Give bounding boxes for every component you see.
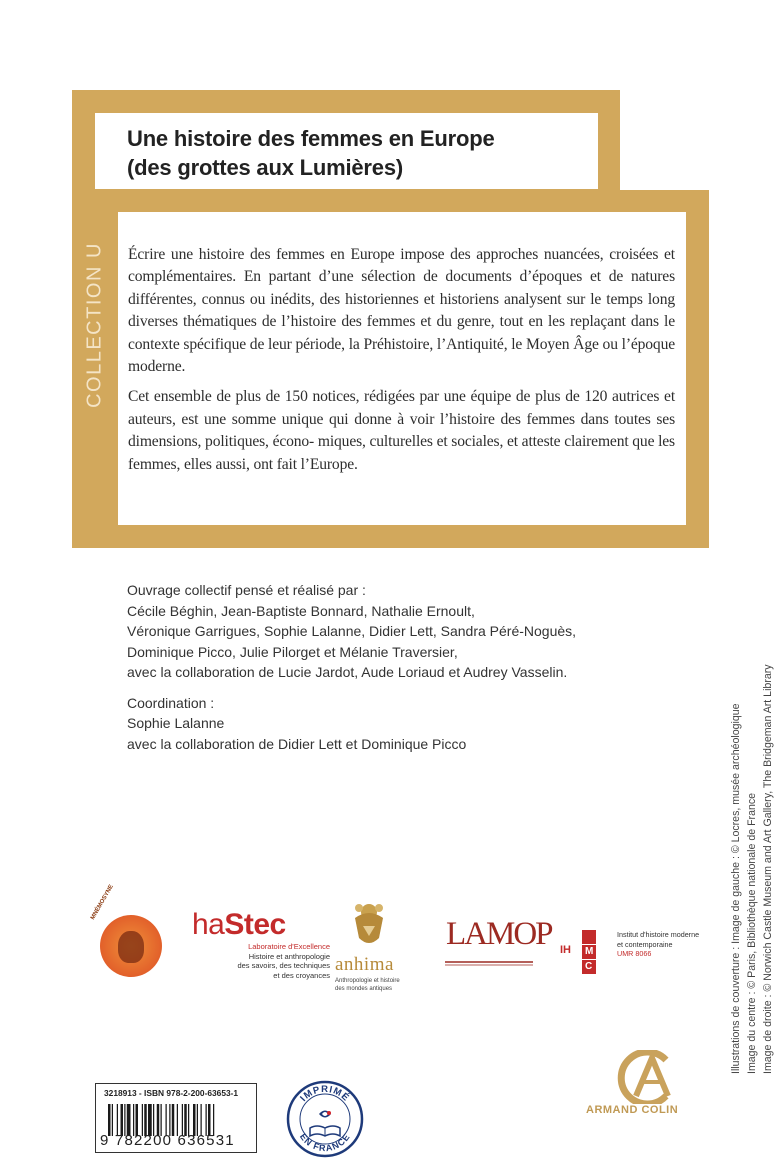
isbn-label: 3218913 - ISBN 978-2-200-63653-1 <box>104 1088 239 1098</box>
anhima-subtitle <box>335 978 413 993</box>
summary-line: Écrire une histoire des femmes en Europe impose des approches <box>128 246 544 263</box>
coordination-block <box>127 693 747 755</box>
summary-paragraph-1 <box>128 244 675 378</box>
summary-line: de documents d’époques et de natures différentes, connus ou <box>128 268 675 308</box>
hastec-subtitle <box>222 942 330 980</box>
editor-name: ARMAND COLIN <box>586 1104 679 1116</box>
anhima-logo: anhima <box>335 954 394 975</box>
mnemosyne-logo-text: MNÉMOSYNE <box>90 883 115 921</box>
authors-line: Dominique Picco, Julie Pilorget et Mélanie Traversier, <box>127 643 458 660</box>
collection-label: COLLECTION U <box>83 242 106 408</box>
hastec-subtitle-line: et des croyances <box>273 970 330 980</box>
summary-line: diverses thématiques de l’histoire des femmes et du genre, tout en les <box>128 313 570 331</box>
book-title-line-1: Une histoire des femmes en Europe <box>127 126 495 151</box>
portrait-icon <box>118 931 144 963</box>
anhima-subtitle-line: Anthropologie et histoire <box>335 978 400 984</box>
badge-bottom-text: EN FRANCE <box>297 1131 353 1154</box>
summary-paragraph-2 <box>128 386 675 476</box>
authors-line: Véronique Garrigues, Sophie Lalanne, Didier Lett, Sandra Péré-Noguès, <box>127 623 577 639</box>
coordination-line: avec la collaboration de Didier Lett et Dominique Picco <box>127 735 467 752</box>
ihmc-code: UMR 8066 <box>617 949 652 958</box>
ihmc-text <box>617 930 699 959</box>
authors-line: Cécile Béghin, Jean-Baptiste Bonnard, Nathalie Ernoult, <box>127 602 475 619</box>
barcode-digits: 9 782200 636531 <box>100 1132 235 1149</box>
ihmc-logo <box>560 930 610 974</box>
summary-line: nuancées, croisées et complémentaires. En partant d’une sélection <box>128 246 675 286</box>
book-title <box>127 124 597 182</box>
summary-line: inédits, des historiennes et historiens analysent sur le temps long <box>270 290 675 308</box>
image-credit-line: Image de droite : © Norwich Castle Museum and Art Gallery, The Bridgeman Art Library <box>762 664 774 1074</box>
summary-line: replaçant dans le contexte spécifique de leur période, la Préhistoire, <box>128 313 675 353</box>
image-credits <box>728 0 780 1074</box>
summary-line: de 120 autrices et auteurs, est une somme unique qui donne à voir <box>128 388 675 428</box>
anhima-emblem-icon <box>345 898 393 950</box>
lamop-logo: LAMOP <box>446 916 552 952</box>
anhima-subtitle-line: des mondes antiques <box>335 985 393 992</box>
hastec-subtitle-red: Laboratoire d'Excellence <box>248 942 330 951</box>
hastec-logo-ha: ha <box>192 908 225 941</box>
credits <box>127 580 747 764</box>
ihmc-text-line: Institut d'histoire moderne <box>617 930 700 939</box>
authors-heading: Ouvrage collectif pensé et réalisé par : <box>127 582 366 598</box>
ihmc-text-line: et contemporaine <box>617 939 673 949</box>
summary-line: l’histoire des femmes dans toutes ses dimensions, politiques, écono- <box>128 410 675 451</box>
image-credit-line: Illustrations de couverture : Image de gauche : © Locres, musée archéologique <box>730 703 742 1074</box>
mnemosyne-logo <box>100 915 162 977</box>
summary-line: miques, culturelles et sociales, et atteste clairement que les femmes, <box>128 433 675 473</box>
hastec-logo <box>192 908 286 942</box>
ihmc-letters-c: C <box>585 961 593 972</box>
imprime-en-france-badge <box>286 1080 364 1158</box>
ihmc-letters-ih: IH <box>560 944 571 956</box>
summary-text <box>128 244 675 484</box>
hastec-subtitle-line: des savoirs, des techniques <box>237 961 330 970</box>
authors-line: avec la collaboration de Lucie Jardot, Aude Loriaud et Audrey Vasselin. <box>127 664 568 680</box>
coordination-heading: Coordination : <box>127 694 215 711</box>
book-title-line-2: (des grottes aux Lumières) <box>127 155 403 180</box>
ihmc-letters-m: M <box>585 946 594 957</box>
authors-block <box>127 580 747 683</box>
summary-line: Cet ensemble de plus de 150 notices, rédigées par une équipe de plus <box>128 388 566 406</box>
coordination-line: Sophie Lalanne <box>127 715 225 731</box>
armand-colin-monogram-icon <box>608 1050 690 1104</box>
badge-top-text: IMPRIMÉ <box>298 1084 352 1104</box>
hastec-logo-stec: Stec <box>224 908 286 941</box>
hastec-subtitle-line: Histoire et anthropologie <box>248 951 330 961</box>
summary-line: elles aussi, ont fait l’Europe. <box>183 455 358 473</box>
image-credit-line: Image du centre : © Paris, Bibliothèque nationale de France <box>746 792 758 1074</box>
summary-line: l’Antiquité, le Moyen Âge ou l’époque moderne. <box>128 335 675 376</box>
